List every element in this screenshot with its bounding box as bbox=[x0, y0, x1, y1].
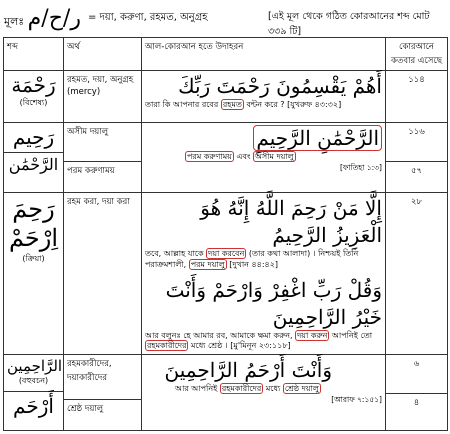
translation-text: (তার কথা আলাদা) । নিশ্চয়ই তিনি পরাক্রমশালী, bbox=[145, 249, 359, 269]
translation-text: তারা কি আপনার রবের bbox=[145, 100, 219, 109]
example-cell bbox=[142, 71, 386, 123]
quran-verse: وَقُلْ رَبِّ اغْفِرْ وَارْحَمْ وَأَنْتَ خَيْرُ الرَّاحِمِينَ bbox=[165, 277, 382, 329]
count-cell bbox=[386, 123, 448, 193]
header bbox=[0, 0, 450, 40]
quran-verse: وَأَنْتَ أَرْحَمُ الرَّاحِمِينَ bbox=[164, 358, 332, 383]
word-cell bbox=[4, 123, 64, 193]
verse-reference: [দুখান ৪৪:৪২] bbox=[229, 259, 279, 269]
column-header-count: কোরআনে কতবার এসেছে bbox=[386, 38, 448, 71]
table-row bbox=[4, 123, 448, 193]
highlighted-word: রহমকারীদের bbox=[221, 384, 262, 394]
highlighted-word: দয়া করবেন bbox=[208, 249, 245, 258]
verse-translation bbox=[145, 100, 382, 111]
count-value: ১১৬ bbox=[408, 127, 425, 137]
arabic-word: رَحِمَ bbox=[12, 195, 55, 223]
translation-text: এবং bbox=[236, 152, 251, 161]
root-arabic: ر/ح/م bbox=[27, 6, 81, 31]
word-cell bbox=[4, 355, 64, 431]
highlighted-word: দয়া করুন bbox=[297, 330, 328, 340]
column-header-meaning: অর্থ bbox=[64, 38, 142, 71]
verse-translation bbox=[145, 249, 382, 271]
arabic-word: أَرْحَم bbox=[13, 394, 54, 419]
root-heading bbox=[4, 6, 81, 32]
translation-text: আর বলুনঃ হে আমার রব, আমাকে ক্ষমা করুন, bbox=[145, 330, 293, 340]
arabic-word: اِرْحَمْ bbox=[8, 223, 59, 252]
translation-text: বন্টন করে ? bbox=[246, 100, 285, 109]
root-word-count-note: [এই মূল থেকে গঠিত কোরআনের শব্দ মোট ৩৩৯ টি] bbox=[268, 11, 430, 37]
meaning-text: পরম করুণাময় bbox=[67, 166, 115, 176]
table-row bbox=[4, 355, 448, 431]
count-cell bbox=[386, 355, 448, 431]
highlighted-word: রহমকারীদের bbox=[147, 341, 187, 351]
word-note: (বহুবচন) bbox=[18, 376, 49, 386]
word-cell bbox=[4, 71, 64, 123]
arabic-word: رَحِيم bbox=[12, 125, 55, 149]
translation-text: আর আপনিই bbox=[175, 384, 218, 394]
root-meaning: = দয়া, করুণা, রহমত, অনুগ্রহ bbox=[88, 12, 208, 23]
meaning-cell: রহমত, দয়া, অনুগ্রহ (mercy) bbox=[64, 71, 142, 123]
verse-reference: [ফাতিহা ১:৩] bbox=[339, 162, 382, 172]
highlighted-verse: الرَّحْمَٰنِ الرَّحِيمِ bbox=[253, 125, 382, 151]
column-header-word: শব্দ bbox=[4, 38, 64, 71]
highlighted-word: পরম করুণাময় bbox=[187, 152, 232, 161]
word-cell bbox=[4, 193, 64, 355]
example-cell bbox=[142, 193, 386, 355]
meaning-text: রহমকারীদের, দয়াকারীদের bbox=[67, 359, 112, 384]
verse-reference: [মু'মিনূন ২৩:১১৮] bbox=[230, 341, 291, 351]
word-note: (বিশেষ্য) bbox=[19, 98, 48, 107]
word-note: (ক্রিয়া) bbox=[22, 253, 45, 263]
highlighted-word: পরম দয়ালু bbox=[190, 259, 225, 269]
verse-translation bbox=[145, 331, 382, 353]
translation-text: আপনিই তো bbox=[331, 330, 373, 340]
highlighted-word: রহমত bbox=[222, 100, 242, 109]
table-row bbox=[4, 193, 448, 355]
translation-text: মধ্যে bbox=[265, 384, 281, 394]
word-table bbox=[3, 37, 448, 431]
verse-translation bbox=[145, 384, 382, 395]
arabic-word: الرَّحْمَٰن bbox=[8, 155, 59, 174]
translation-text: মধ্যে শ্রেষ্ঠ । bbox=[191, 341, 228, 351]
verse-reference: [আরাফ ৭:১৫১] bbox=[331, 394, 382, 404]
arabic-word: رَحْمَة bbox=[11, 73, 56, 97]
example-cell bbox=[142, 123, 386, 193]
quran-verse bbox=[145, 125, 382, 152]
meaning-text: অসীম দয়ালু bbox=[67, 127, 109, 137]
count-cell: ২৮ bbox=[386, 193, 448, 355]
verse-reference: [যুখরুফ ৪৩:৩২] bbox=[287, 100, 342, 109]
verse-translation bbox=[145, 152, 382, 163]
example-cell bbox=[142, 355, 386, 431]
translation-text: তবে, আল্লাহ যাকে bbox=[145, 249, 204, 258]
highlighted-word: শ্রেষ্ঠ দয়ালু bbox=[284, 384, 319, 394]
meaning-text: শ্রেষ্ঠ দয়ালু bbox=[67, 404, 104, 415]
meaning-cell bbox=[64, 123, 142, 193]
count-value: ৬ bbox=[413, 359, 420, 370]
arabic-word: الرَّاحِمِين bbox=[7, 357, 63, 376]
count-value: ৫৭ bbox=[410, 166, 423, 176]
count-value: ৪ bbox=[413, 398, 420, 409]
meaning-cell bbox=[64, 355, 142, 431]
count-cell: ১১৪ bbox=[386, 71, 448, 123]
table-row bbox=[4, 71, 448, 123]
column-header-example: আল-কোরআন হতে উদাহরন bbox=[142, 38, 386, 71]
highlighted-word: অসীম দয়ালু bbox=[254, 152, 294, 161]
root-label: মূলঃ bbox=[4, 15, 25, 28]
quran-verse: أَهُمْ يَقْسِمُونَ رَحْمَتَ رَبِّكَ bbox=[178, 74, 382, 98]
quran-verse: إِلَّا مَنْ رَحِمَ اللَّهُ إِنَّهُ هُوَ الْعَزِيزُ الرَّحِيمُ bbox=[200, 196, 382, 247]
meaning-cell: রহম করা, দয়া করা bbox=[64, 193, 142, 355]
table-header-row bbox=[4, 38, 448, 71]
